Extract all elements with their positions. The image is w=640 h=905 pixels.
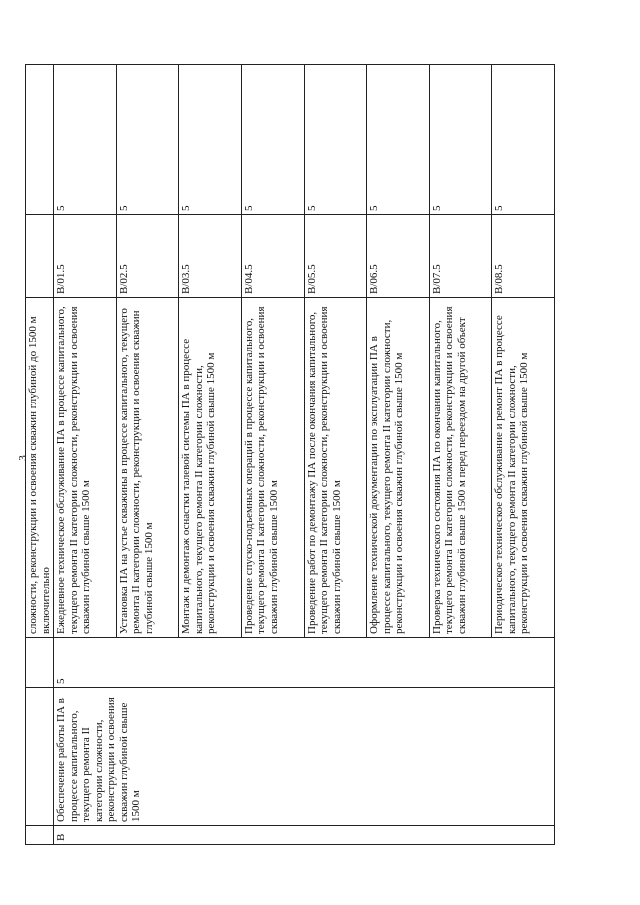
task-name: Монтаж и демонтаж оснастки талевой системы ПА в процессе капитального, текущего ремонта II категории сложности, реконструкции и освоения скважин глубиной свыше 1500 м bbox=[179, 298, 242, 638]
task-code: B/04.5 bbox=[241, 215, 304, 298]
rotated-page bbox=[25, 65, 555, 845]
empty-cell bbox=[26, 65, 54, 215]
task-code: B/06.5 bbox=[367, 215, 430, 298]
empty-cell bbox=[26, 826, 54, 845]
group-letter: B bbox=[54, 826, 555, 845]
task-level: 5 bbox=[54, 65, 117, 215]
table-row bbox=[54, 65, 117, 845]
task-name: Установка ПА на устье скважины в процессе капитального, текущего ремонта II категории сложности, реконструкции и освоения скважин глубиной свыше 1500 м bbox=[116, 298, 179, 638]
task-code: B/03.5 bbox=[179, 215, 242, 298]
continuation-row bbox=[26, 65, 54, 845]
task-level: 5 bbox=[241, 65, 304, 215]
task-level: 5 bbox=[116, 65, 179, 215]
functions-table bbox=[25, 64, 555, 845]
function-level: 5 bbox=[54, 638, 555, 688]
task-name: Проверка технического состояния ПА по окончании капитального, текущего ремонта II категории сложности, реконструкции и освоения скважин глубиной свыше 1500 м перед переездом на другой объект bbox=[429, 298, 492, 638]
task-name: Проведение спуско-подъемных операций в процессе капитального, текущего ремонта II категории сложности, реконструкции и освоения скважин глубиной свыше 1500 м bbox=[241, 298, 304, 638]
task-level: 5 bbox=[492, 65, 555, 215]
task-level: 5 bbox=[367, 65, 430, 215]
task-name: Ежедневное техническое обслуживание ПА в процессе капитального, текущего ремонта II категории сложности, реконструкции и освоения скважин глубиной свыше 1500 м bbox=[54, 298, 117, 638]
function-name: Обеспечение работы ПА в процессе капитального, текущего ремонта II категории сложности, реконструкции и освоения скважин глубиной свыше 1500 м bbox=[54, 688, 555, 826]
task-code: B/01.5 bbox=[54, 215, 117, 298]
task-name: Проведение работ по демонтажу ПА после окончания капитального, текущего ремонта II категории сложности, реконструкции и освоения скважин глубиной свыше 1500 м bbox=[304, 298, 367, 638]
task-level: 5 bbox=[304, 65, 367, 215]
empty-cell bbox=[26, 215, 54, 298]
task-name: Оформление технической документации по эксплуатации ПА в процессе капитального, текущего ремонта II категории сложности, реконструкции и освоения скважин глубиной свыше 1500 м bbox=[367, 298, 430, 638]
empty-cell bbox=[26, 638, 54, 688]
task-code: B/02.5 bbox=[116, 215, 179, 298]
task-level: 5 bbox=[429, 65, 492, 215]
task-code: B/05.5 bbox=[304, 215, 367, 298]
task-level: 5 bbox=[179, 65, 242, 215]
task-code: B/07.5 bbox=[429, 215, 492, 298]
continuation-text: сложности, реконструкции и освоения скважин глубиной до 1500 м включительно bbox=[26, 298, 54, 638]
task-name: Периодическое техническое обслуживание и ремонт ПА в процессе капитального, текущего ремонта II категории сложности, реконструкции и освоения скважин глубиной свыше 1500 м bbox=[492, 298, 555, 638]
empty-cell bbox=[26, 688, 54, 826]
page-number: 3 bbox=[16, 455, 29, 461]
task-code: B/08.5 bbox=[492, 215, 555, 298]
